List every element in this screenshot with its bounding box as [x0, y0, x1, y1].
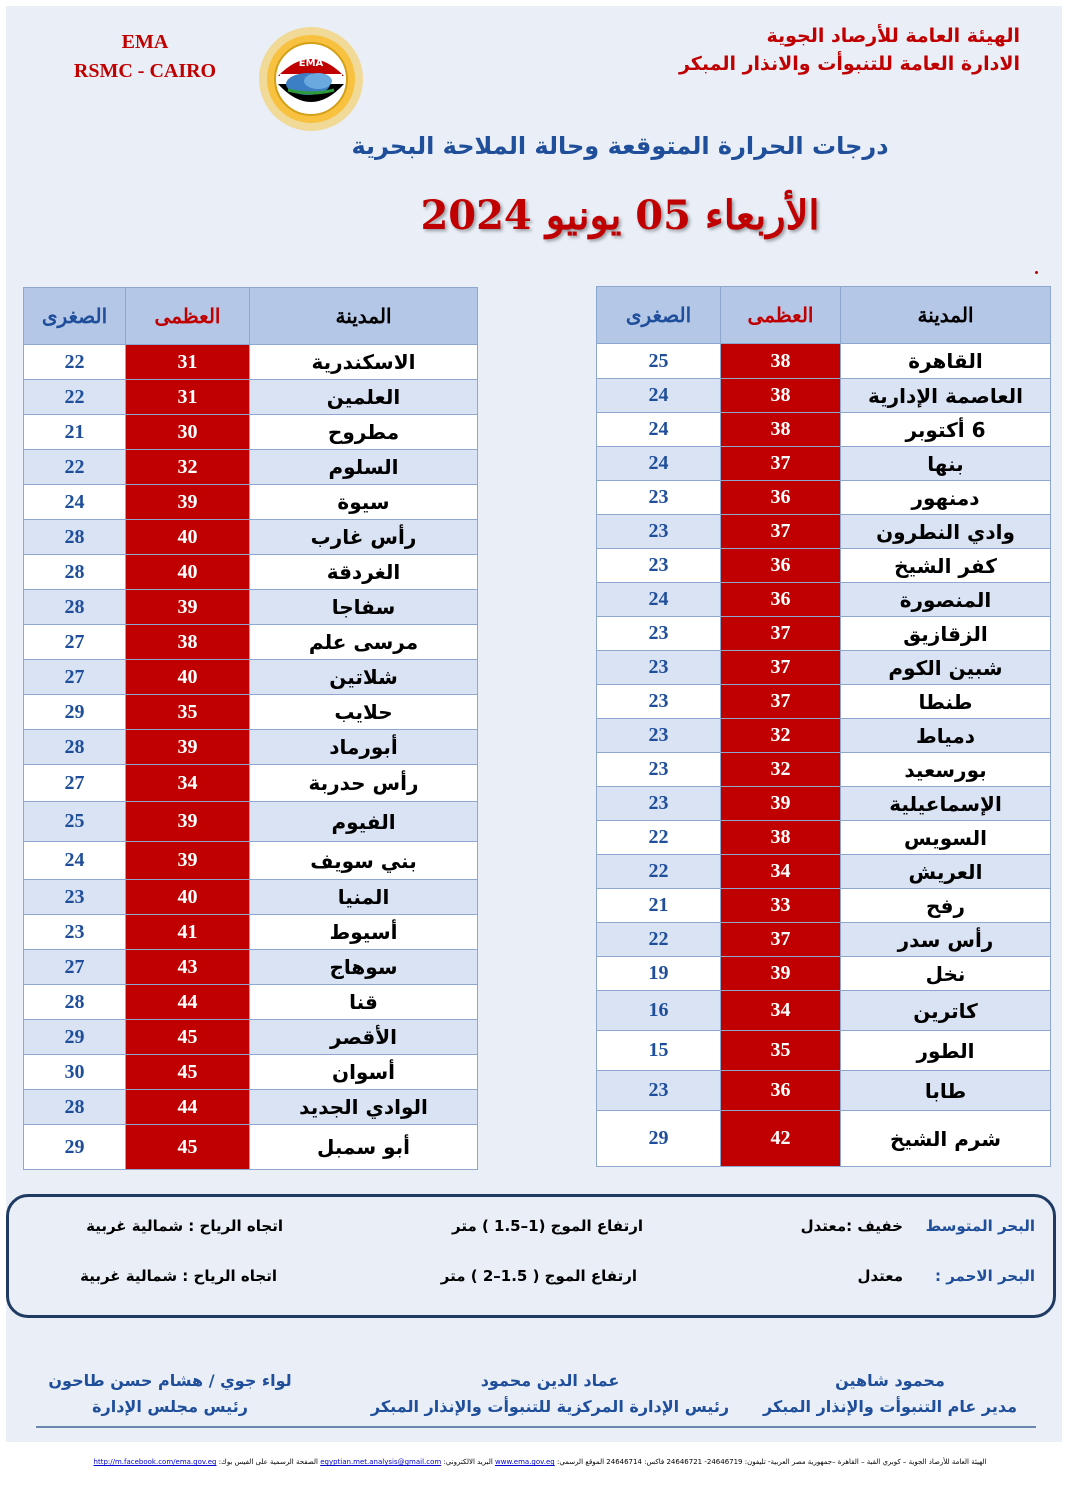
- min-temp-cell: 24: [597, 583, 721, 617]
- red-sea-row: [9, 1267, 1053, 1297]
- table-header-row: [597, 287, 1051, 344]
- city-cell: الطور: [841, 1031, 1051, 1071]
- max-temp-cell: 39: [721, 787, 841, 821]
- min-temp-cell: 22: [597, 923, 721, 957]
- city-cell: القاهرة: [841, 344, 1051, 379]
- city-cell: الزقازيق: [841, 617, 1051, 651]
- max-temp-cell: 32: [721, 753, 841, 787]
- signatory-title: رئيس مجلس الإدارة: [92, 1397, 248, 1416]
- min-temp-cell: 24: [597, 413, 721, 447]
- min-temp-cell: 29: [24, 1125, 126, 1170]
- page-title: درجات الحرارة المتوقعة وحالة الملاحة البحرية: [351, 132, 889, 160]
- ema-english-header: [60, 28, 230, 86]
- city-cell: نخل: [841, 957, 1051, 991]
- min-temp-cell: 24: [597, 379, 721, 413]
- min-temp-cell: 27: [24, 765, 126, 802]
- min-temp-cell: 23: [597, 1071, 721, 1111]
- min-temp-cell: 23: [597, 651, 721, 685]
- max-temp-cell: 37: [721, 651, 841, 685]
- min-temp-cell: 29: [24, 1020, 126, 1055]
- city-cell: رأس سدر: [841, 923, 1051, 957]
- table-row: [597, 1031, 1051, 1071]
- max-temp-cell: 38: [721, 344, 841, 379]
- table-row: [24, 1090, 478, 1125]
- organization-header: [679, 22, 1020, 78]
- email-label: البريد الالكتروني:: [443, 1458, 493, 1466]
- min-temp-cell: 23: [597, 617, 721, 651]
- city-cell: رأس حدربة: [250, 765, 478, 802]
- table-row: [24, 380, 478, 415]
- table-row: [597, 447, 1051, 481]
- city-cell: الأقصر: [250, 1020, 478, 1055]
- max-temp-cell: 36: [721, 583, 841, 617]
- max-temp-cell: 37: [721, 685, 841, 719]
- min-temp-cell: 28: [24, 1090, 126, 1125]
- city-cell: كاترين: [841, 991, 1051, 1031]
- max-temp-cell: 33: [721, 889, 841, 923]
- table-row: [597, 617, 1051, 651]
- table-row: [597, 549, 1051, 583]
- max-temp-cell: 44: [126, 1090, 250, 1125]
- table-row: [24, 415, 478, 450]
- min-temp-cell: 28: [24, 985, 126, 1020]
- table-row: [24, 915, 478, 950]
- min-temp-cell: 27: [24, 625, 126, 660]
- min-temp-cell: 23: [597, 685, 721, 719]
- max-temp-cell: 40: [126, 880, 250, 915]
- decorative-dot: [1035, 271, 1038, 274]
- max-temp-cell: 31: [126, 345, 250, 380]
- city-cell: مطروح: [250, 415, 478, 450]
- table-row: [24, 1020, 478, 1055]
- signature-center: [370, 1368, 730, 1420]
- signature-left: [40, 1368, 300, 1420]
- mediterranean-row: [9, 1217, 1053, 1247]
- min-temp-cell: 28: [24, 555, 126, 590]
- max-temp-cell: 37: [721, 923, 841, 957]
- max-temp-cell: 32: [126, 450, 250, 485]
- min-temp-cell: 23: [597, 481, 721, 515]
- max-temp-cell: 35: [126, 695, 250, 730]
- min-temp-cell: 16: [597, 991, 721, 1031]
- table-row: [597, 991, 1051, 1031]
- website-link[interactable]: www.ema.gov.eg: [495, 1458, 555, 1466]
- min-temp-cell: 29: [597, 1111, 721, 1167]
- sea-name: البحر الاحمر :: [935, 1267, 1035, 1285]
- facebook-label: الصفحة الرسمية على الفيس بوك:: [218, 1458, 318, 1466]
- city-cell: المنصورة: [841, 583, 1051, 617]
- table-row: [24, 450, 478, 485]
- header-max: العظمى: [721, 287, 841, 344]
- min-temp-cell: 22: [24, 380, 126, 415]
- city-cell: دمنهور: [841, 481, 1051, 515]
- max-temp-cell: 40: [126, 520, 250, 555]
- min-temp-cell: 25: [597, 344, 721, 379]
- city-cell: أبورماد: [250, 730, 478, 765]
- max-temp-cell: 36: [721, 481, 841, 515]
- header-city: المدينة: [250, 288, 478, 345]
- min-temp-cell: 22: [24, 345, 126, 380]
- footer-contact: [60, 1458, 1020, 1466]
- table-row: [24, 520, 478, 555]
- max-temp-cell: 39: [126, 802, 250, 842]
- table-row: [597, 1071, 1051, 1111]
- city-cell: سوهاج: [250, 950, 478, 985]
- min-temp-cell: 23: [597, 753, 721, 787]
- header-min: الصغرى: [24, 288, 126, 345]
- city-cell: أسيوط: [250, 915, 478, 950]
- city-cell: سفاجا: [250, 590, 478, 625]
- table-header-row: [24, 288, 478, 345]
- wind-direction: اتجاه الرياح : شمالية غربية: [86, 1217, 283, 1235]
- ema-logo: [248, 24, 374, 134]
- city-cell: العلمين: [250, 380, 478, 415]
- table-row: [24, 590, 478, 625]
- email-link[interactable]: egyptian.met.analysis@gmail.com: [320, 1458, 442, 1466]
- rsmc-cairo: RSMC - CAIRO: [73, 60, 217, 82]
- max-temp-cell: 40: [126, 660, 250, 695]
- sea-state: خفيف :معتدل: [800, 1217, 903, 1235]
- min-temp-cell: 30: [24, 1055, 126, 1090]
- city-cell: حلايب: [250, 695, 478, 730]
- min-temp-cell: 28: [24, 730, 126, 765]
- min-temp-cell: 24: [597, 447, 721, 481]
- forecast-date: الأربعاء 05 يونيو 2024: [420, 192, 820, 239]
- table-row: [597, 889, 1051, 923]
- temperature-table-left: [23, 287, 478, 1170]
- city-cell: بني سويف: [250, 842, 478, 880]
- city-cell: أسوان: [250, 1055, 478, 1090]
- min-temp-cell: 28: [24, 520, 126, 555]
- city-cell: شبين الكوم: [841, 651, 1051, 685]
- city-cell: مرسى علم: [250, 625, 478, 660]
- city-cell: دمياط: [841, 719, 1051, 753]
- table-row: [24, 485, 478, 520]
- min-temp-cell: 24: [24, 485, 126, 520]
- max-temp-cell: 39: [721, 957, 841, 991]
- city-cell: المنيا: [250, 880, 478, 915]
- table-row: [597, 413, 1051, 447]
- table-row: [597, 379, 1051, 413]
- city-cell: شرم الشيخ: [841, 1111, 1051, 1167]
- city-cell: طابا: [841, 1071, 1051, 1111]
- max-temp-cell: 37: [721, 447, 841, 481]
- max-temp-cell: 37: [721, 515, 841, 549]
- max-temp-cell: 45: [126, 1125, 250, 1170]
- table-row: [597, 651, 1051, 685]
- min-temp-cell: 21: [597, 889, 721, 923]
- min-temp-cell: 25: [24, 802, 126, 842]
- max-temp-cell: 45: [126, 1055, 250, 1090]
- max-temp-cell: 32: [721, 719, 841, 753]
- min-temp-cell: 29: [24, 695, 126, 730]
- table-row: [597, 821, 1051, 855]
- city-cell: طنطا: [841, 685, 1051, 719]
- table-body-left: [24, 345, 478, 1170]
- table-row: [24, 802, 478, 842]
- sea-state: معتدل: [857, 1267, 903, 1285]
- table-row: [597, 719, 1051, 753]
- max-temp-cell: 35: [721, 1031, 841, 1071]
- table-row: [24, 660, 478, 695]
- city-cell: الاسكندرية: [250, 345, 478, 380]
- city-cell: العاصمة الإدارية: [841, 379, 1051, 413]
- max-temp-cell: 34: [721, 991, 841, 1031]
- max-temp-cell: 39: [126, 590, 250, 625]
- table-row: [597, 787, 1051, 821]
- min-temp-cell: 15: [597, 1031, 721, 1071]
- min-temp-cell: 23: [597, 515, 721, 549]
- min-temp-cell: 19: [597, 957, 721, 991]
- wave-height: ارتفاع الموج (1–1.5 ) متر: [452, 1217, 643, 1235]
- max-temp-cell: 38: [721, 379, 841, 413]
- city-cell: رفح: [841, 889, 1051, 923]
- city-cell: وادي النطرون: [841, 515, 1051, 549]
- table-row: [597, 753, 1051, 787]
- city-cell: سيوة: [250, 485, 478, 520]
- max-temp-cell: 41: [126, 915, 250, 950]
- min-temp-cell: 21: [24, 415, 126, 450]
- logo-text: EMA: [298, 58, 324, 69]
- header-max: العظمى: [126, 288, 250, 345]
- table-row: [597, 855, 1051, 889]
- min-temp-cell: 23: [24, 880, 126, 915]
- table-row: [24, 730, 478, 765]
- city-cell: السلوم: [250, 450, 478, 485]
- sea-name: البحر المتوسط: [925, 1217, 1035, 1235]
- max-temp-cell: 34: [126, 765, 250, 802]
- min-temp-cell: 23: [597, 719, 721, 753]
- table-row: [24, 555, 478, 590]
- city-cell: الوادي الجديد: [250, 1090, 478, 1125]
- table-row: [24, 880, 478, 915]
- max-temp-cell: 34: [721, 855, 841, 889]
- max-temp-cell: 40: [126, 555, 250, 590]
- max-temp-cell: 39: [126, 485, 250, 520]
- table-row: [597, 685, 1051, 719]
- footer-address: الهيئة العامة للأرصاد الجوية – كوبري القبة – القاهرة –جمهورية مصر العربية- تليفون: 24646719- 24646721 فاكس: 24646714 الموقع الرسمي:: [556, 1458, 987, 1466]
- city-cell: قنا: [250, 985, 478, 1020]
- table-row: [597, 583, 1051, 617]
- city-cell: كفر الشيخ: [841, 549, 1051, 583]
- max-temp-cell: 45: [126, 1020, 250, 1055]
- table-row: [597, 1111, 1051, 1167]
- signatory-title: رئيس الإدارة المركزية للتنبوأت والإنذار المبكر: [370, 1397, 730, 1416]
- city-cell: الغردقة: [250, 555, 478, 590]
- city-cell: بورسعيد: [841, 753, 1051, 787]
- min-temp-cell: 22: [597, 821, 721, 855]
- wind-direction: اتجاه الرياح : شمالية غربية: [80, 1267, 277, 1285]
- signature-right: [740, 1368, 1040, 1420]
- city-cell: 6 أكتوبر: [841, 413, 1051, 447]
- max-temp-cell: 39: [126, 730, 250, 765]
- min-temp-cell: 22: [597, 855, 721, 889]
- max-temp-cell: 36: [721, 549, 841, 583]
- header-city: المدينة: [841, 287, 1051, 344]
- table-row: [597, 481, 1051, 515]
- signatory-title: مدير عام التنبوأت والإنذار المبكر: [762, 1397, 1018, 1416]
- signatory-name: لواء جوي / هشام حسن طاحون: [48, 1371, 292, 1390]
- max-temp-cell: 42: [721, 1111, 841, 1167]
- city-cell: رأس غارب: [250, 520, 478, 555]
- min-temp-cell: 22: [24, 450, 126, 485]
- table-row: [24, 1055, 478, 1090]
- max-temp-cell: 39: [126, 842, 250, 880]
- org-name: الهيئة العامة للأرصاد الجوية: [766, 25, 1020, 47]
- max-temp-cell: 43: [126, 950, 250, 985]
- max-temp-cell: 30: [126, 415, 250, 450]
- max-temp-cell: 36: [721, 1071, 841, 1111]
- table-row: [24, 345, 478, 380]
- table-body-right: [597, 344, 1051, 1167]
- min-temp-cell: 27: [24, 660, 126, 695]
- signatory-name: محمود شاهين: [835, 1371, 945, 1390]
- city-cell: بنها: [841, 447, 1051, 481]
- max-temp-cell: 38: [721, 413, 841, 447]
- max-temp-cell: 44: [126, 985, 250, 1020]
- min-temp-cell: 23: [597, 549, 721, 583]
- facebook-link[interactable]: http://m.facebook.com/ema.gov.eg: [93, 1458, 217, 1466]
- header-min: الصغرى: [597, 287, 721, 344]
- wave-height: ارتفاع الموج ( 1.5–2 ) متر: [440, 1267, 637, 1285]
- max-temp-cell: 38: [721, 821, 841, 855]
- min-temp-cell: 23: [597, 787, 721, 821]
- signatory-name: عماد الدين محمود: [480, 1371, 620, 1390]
- divider-line: [36, 1426, 1036, 1428]
- table-row: [24, 695, 478, 730]
- min-temp-cell: 27: [24, 950, 126, 985]
- table-row: [24, 625, 478, 660]
- table-row: [597, 923, 1051, 957]
- city-cell: أبو سمبل: [250, 1125, 478, 1170]
- city-cell: الفيوم: [250, 802, 478, 842]
- table-row: [24, 765, 478, 802]
- max-temp-cell: 38: [126, 625, 250, 660]
- temperature-table-right: [596, 286, 1051, 1167]
- min-temp-cell: 24: [24, 842, 126, 880]
- city-cell: شلاتين: [250, 660, 478, 695]
- city-cell: السويس: [841, 821, 1051, 855]
- org-department: الادارة العامة للتنبوأت والانذار المبكر: [678, 53, 1020, 75]
- min-temp-cell: 23: [24, 915, 126, 950]
- max-temp-cell: 37: [721, 617, 841, 651]
- min-temp-cell: 28: [24, 590, 126, 625]
- table-row: [597, 344, 1051, 379]
- sea-conditions-box: [6, 1194, 1056, 1318]
- ema-abbrev: EMA: [121, 31, 169, 53]
- city-cell: العريش: [841, 855, 1051, 889]
- table-row: [24, 985, 478, 1020]
- table-row: [24, 1125, 478, 1170]
- table-row: [24, 842, 478, 880]
- table-row: [24, 950, 478, 985]
- table-row: [597, 515, 1051, 549]
- table-row: [597, 957, 1051, 991]
- city-cell: الإسماعيلية: [841, 787, 1051, 821]
- max-temp-cell: 31: [126, 380, 250, 415]
